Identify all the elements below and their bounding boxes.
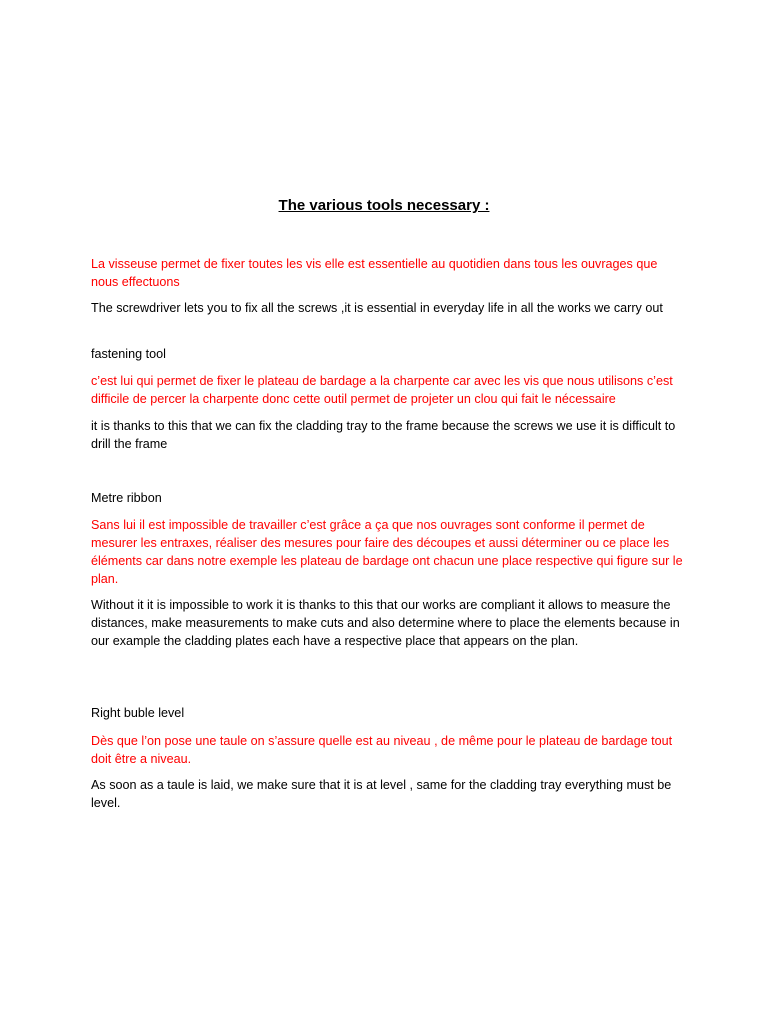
paragraph-fastening-tool-fr: c’est lui qui permet de fixer le plateau de bardage a la charpente car avec les vis que nous utilisons c’est difficile de percer la charpente donc cette outil permet de projeter un clou qui fait le nécessaire <box>91 374 673 406</box>
paragraph-metre-ribbon-fr: Sans lui il est impossible de travailler c’est grâce a ça que nos ouvrages sont conforme il permet de mesurer les entraxes, réaliser des mesures pour faire des découpes et aussi déterminer ou ce place les éléments car dans notre exemple les plateau de bardage ont chacun une place respective qui figure sur le plan. <box>91 518 683 586</box>
paragraph-bubble-level-fr: Dès que l’on pose une taule on s’assure quelle est au niveau , de même pour le plateau de bardage tout doit être a niveau. <box>91 734 673 766</box>
heading-metre-ribbon: Metre ribbon <box>91 491 162 505</box>
paragraph-metre-ribbon-en: Without it it is impossible to work it is thanks to this that our works are compliant it allows to measure the distances, make measurements to make cuts and also determine where to place the elements because in our example the cladding plates each have a respective place that appears on the plan. <box>91 598 680 648</box>
document-title: The various tools necessary : <box>278 197 490 214</box>
heading-fastening-tool: fastening tool <box>91 347 166 361</box>
paragraph-screwdriver-en: The screwdriver lets you to fix all the screws ,it is essential in everyday life in all the works we carry out <box>91 301 663 315</box>
paragraph-screwdriver-fr: La visseuse permet de fixer toutes les vis elle est essentielle au quotidien dans tous les ouvrages que nous effectuons <box>91 257 658 289</box>
heading-bubble-level: Right buble level <box>91 706 185 720</box>
paragraph-fastening-tool-en: it is thanks to this that we can fix the cladding tray to the frame because the screws we use it is difficult to drill the frame <box>91 419 676 451</box>
paragraph-bubble-level-en: As soon as a taule is laid, we make sure that it is at level , same for the cladding tray everything must be level. <box>91 778 672 810</box>
